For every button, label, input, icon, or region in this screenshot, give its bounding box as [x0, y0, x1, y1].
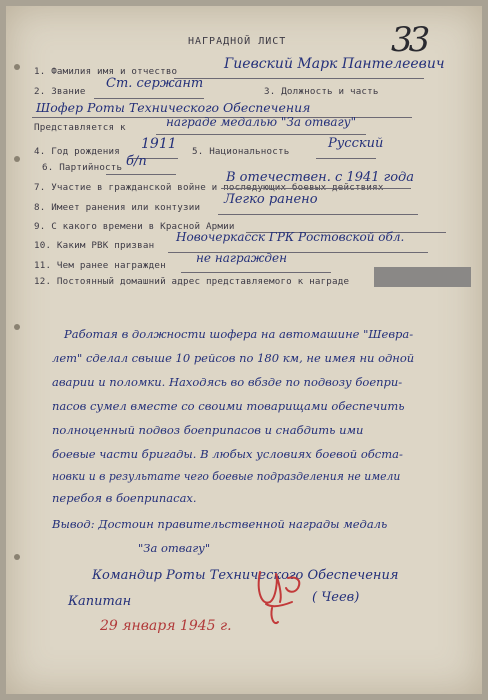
field-label-11: 11. Чем ранее награжден [34, 260, 166, 271]
narrative-line-8: перебоя в боеприпасах. [52, 491, 197, 505]
narrative-line-3: аварии и поломки. Находясь во вбзде по подвозу боепри- [52, 375, 403, 389]
field-value-5: Русский [328, 136, 384, 151]
page-number: 33 [391, 20, 427, 60]
field-label-1: 1. Фамилия имя и отчество [34, 66, 178, 77]
field-label-9: 9. С какого времени в Красной Армии [34, 221, 235, 232]
field-value-1: Гиевский Марк Пантелеевич [224, 56, 445, 72]
field-value-unit: Шофер Роты Технического Обеспечения [36, 100, 311, 115]
document-title: НАГРАДНОЙ ЛИСТ [188, 36, 287, 47]
narrative-line-4: пасов сумел вместе со своими товарищами обеспечить [52, 399, 405, 413]
narrative-line-2: лет" сделал свыше 10 рейсов по 180 км, не имея ни одной [52, 351, 415, 365]
field-value-8: Легко ранено [224, 192, 318, 207]
conclusion-line-1: Вывод: Достоин правительственной награды медаль [52, 517, 388, 531]
field-label-2: 2. Звание [34, 86, 86, 97]
field-label-7: 7. Участие в гражданской войне и последующих боевых действиях [34, 182, 384, 193]
narrative-line-6: боевые части бригады. В любых условиях боевой обста- [52, 447, 403, 461]
field-label-8: 8. Имеет ранения или контузии [34, 202, 201, 213]
narrative-line-7: новки и в результате чего боевые подразделения не имели [52, 470, 401, 483]
commander-title: Командир Роты Технического Обеспечения [92, 568, 399, 583]
field-label-5: 5. Национальность [192, 146, 290, 157]
field-value-10: Новочеркасск ГРК Ростовской обл. [176, 230, 405, 244]
field-label-award: Представляется к [34, 122, 126, 133]
field-label-4: 4. Год рождения [34, 146, 120, 157]
binding-holes [14, 6, 24, 694]
narrative-line-1: Работая в должности шофера на автомашине "Шевра- [64, 327, 414, 341]
field-value-4: 1911 [141, 136, 177, 152]
commander-rank: Капитан [68, 594, 132, 609]
award-sheet [6, 6, 482, 694]
commander-name: ( Чеев) [312, 590, 360, 605]
field-label-6: 6. Партийность [42, 162, 123, 173]
field-value-7: В отечествен. с 1941 года [226, 170, 415, 185]
field-value-6: б/п [126, 154, 147, 169]
signature-date: 29 января 1945 г. [100, 618, 232, 634]
field-label-12: 12. Постоянный домашний адрес представляемого к награде [34, 276, 350, 287]
field-label-10: 10. Каким РВК призван [34, 240, 155, 251]
conclusion-line-2: "За отвагу" [138, 541, 211, 555]
redacted-address [374, 267, 471, 287]
field-value-2: Ст. сержант [106, 76, 204, 91]
field-label-3: 3. Должность и часть [264, 86, 379, 97]
commander-signature [252, 562, 312, 632]
narrative-line-5: полноценный подвоз боеприпасов и снабдить ими [52, 423, 364, 437]
field-value-award: награде медалью "За отвагу" [166, 115, 357, 129]
field-value-11: не награжден [196, 251, 288, 265]
